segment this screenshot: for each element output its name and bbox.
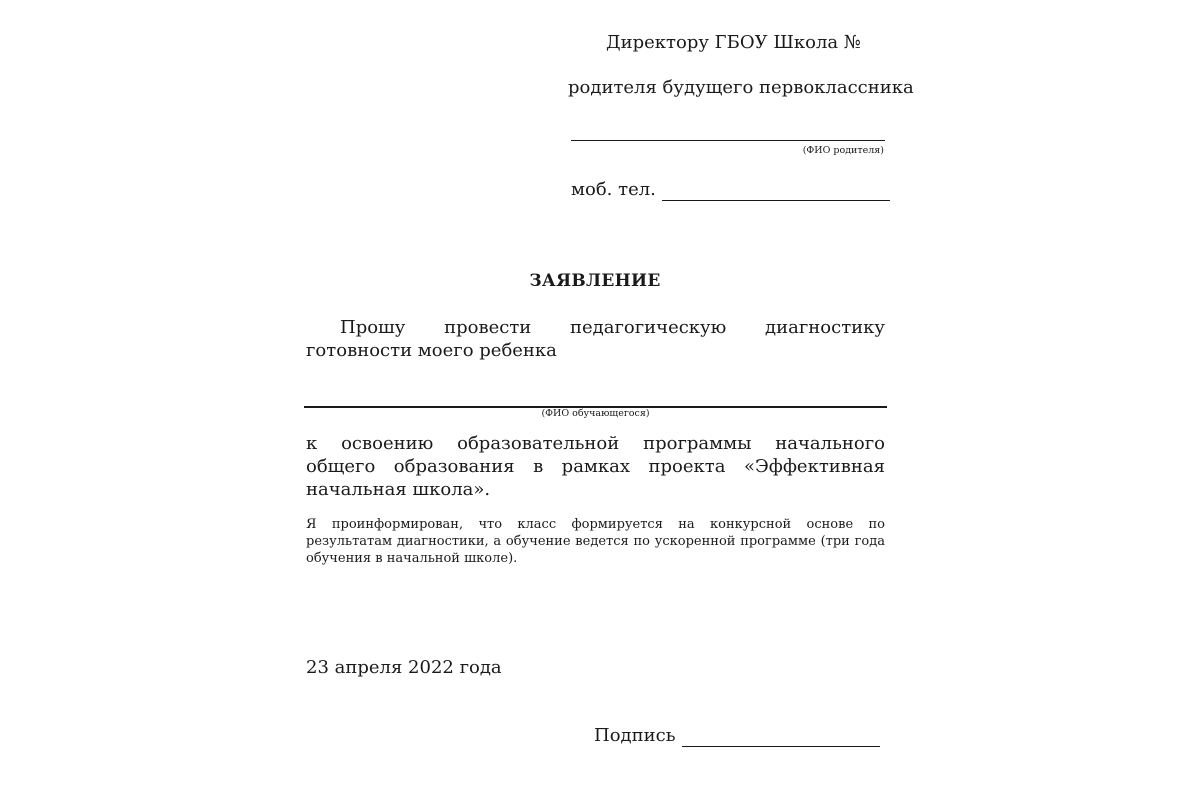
program-paragraph: к освоению образовательной программы начального общего образования в рамках проекта «Эффективная начальная школа». <box>306 433 885 500</box>
phone-label: моб. тел. <box>571 179 656 200</box>
notice-paragraph: Я проинформирован, что класс формируется на конкурсной основе по результатам диагностики, а обучение ведется по ускоренной программе (три года обучения в начальной школе). <box>306 517 885 566</box>
request-paragraph: Прошу провести педагогическую диагностику готовности моего ребенка <box>306 317 885 361</box>
recipient-line: Директору ГБОУ Школа № <box>606 32 861 53</box>
student-fio-caption: (ФИО обучающегося) <box>541 408 650 419</box>
parent-fio-caption: (ФИО родителя) <box>802 145 884 156</box>
sender-line: родителя будущего первоклассника <box>568 77 914 98</box>
parent-fio-blank[interactable] <box>571 140 885 141</box>
phone-row <box>571 179 890 201</box>
phone-blank[interactable] <box>662 183 890 201</box>
document-date: 23 апреля 2022 года <box>306 657 502 678</box>
signature-label: Подпись <box>594 725 676 746</box>
signature-row <box>594 725 880 747</box>
document-title: ЗАЯВЛЕНИЕ <box>529 271 661 291</box>
signature-blank[interactable] <box>682 729 880 747</box>
